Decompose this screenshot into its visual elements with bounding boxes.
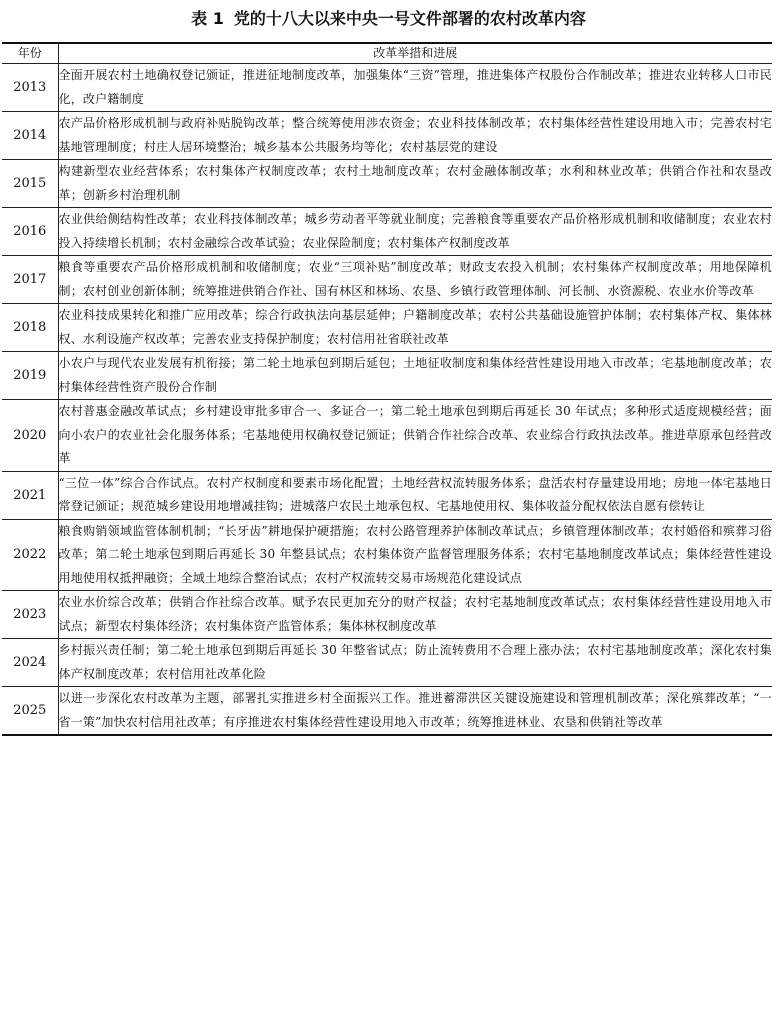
table-row xyxy=(2,591,772,639)
row-content: 农村普惠金融改革试点；乡村建设审批多审合一、多证合一；第二轮土地承包到期后再延长 30 年试点；多种形式适度规模经营；面向小农户的农业社会化服务体系；宅基地使用权确权登记颁证；供销合作社综合改革、农业综合行政执法改革。推进草原承包经营改革 xyxy=(58,404,772,465)
table-row xyxy=(2,687,772,736)
table-row xyxy=(2,64,772,112)
row-year: 2020 xyxy=(2,400,58,472)
row-year: 2015 xyxy=(2,160,58,208)
table-row xyxy=(2,519,772,591)
row-year: 2025 xyxy=(2,687,58,736)
row-content: 构建新型农业经营体系；农村集体产权制度改革；农村土地制度改革；农村金融体制改革；水利和林业改革；供销合作社和农垦改革；创新乡村治理机制 xyxy=(58,164,772,202)
row-year: 2022 xyxy=(2,519,58,591)
row-year: 2018 xyxy=(2,304,58,352)
row-year: 2013 xyxy=(2,64,58,112)
header-content: 改革举措和进展 xyxy=(373,46,458,60)
table-header-row xyxy=(2,43,772,64)
row-content: 农业科技成果转化和推广应用改革；综合行政执法向基层延伸；户籍制度改革；农村公共基础设施管护体制；农村集体产权、集体林权、水利设施产权改革；完善农业支持保护制度；农村信用社省联社改革 xyxy=(58,308,772,346)
table-row xyxy=(2,256,772,304)
reform-table xyxy=(2,42,772,736)
table-row xyxy=(2,352,772,400)
table-title-text: 党的十八大以来中央一号文件部署的农村改革内容 xyxy=(233,9,586,28)
row-content: 农产品价格形成机制与政府补贴脱钩改革；整合统筹使用涉农资金；农业科技体制改革；农村集体经营性建设用地入市；完善农村宅基地管理制度；村庄人居环境整治；城乡基本公共服务均等化；农村基层党的建设 xyxy=(58,116,772,154)
row-content: 小农户与现代农业发展有机衔接；第二轮土地承包到期后延包；土地征收制度和集体经营性建设用地入市改革；宅基地制度改革；农村集体经营性资产股份合作制 xyxy=(58,356,772,394)
table-row xyxy=(2,471,772,519)
table-row xyxy=(2,112,772,160)
table-row xyxy=(2,208,772,256)
header-year: 年份 xyxy=(2,43,58,64)
table-row xyxy=(2,400,772,472)
row-content: 全面开展农村土地确权登记颁证，推进征地制度改革，加强集体“三资”管理，推进集体产权股份合作制改革；推进农业转移人口市民化，改户籍制度 xyxy=(58,68,772,106)
row-year: 2021 xyxy=(2,471,58,519)
table-number: 表 1 xyxy=(191,9,224,28)
row-content: 粮食购销领域监管体制机制；“长牙齿”耕地保护硬措施；农村公路管理养护体制改革试点；乡镇管理体制改革；农村婚俗和殡葬习俗改革；第二轮土地承包到期后再延长 30 年整县试点；农村集体资产监督管理服务体系；农村宅基地制度改革试点；集体经营性建设用地使用权抵押融资；全域土地综合整治试点；农村产权流转交易市场规范化建设试点 xyxy=(58,523,772,585)
table-row xyxy=(2,639,772,687)
table-row xyxy=(2,304,772,352)
row-content: 粮食等重要农产品价格形成机制和收储制度；农业“三项补贴”制度改革；财政支农投入机制；农村集体产权制度改革；用地保障机制；农村创业创新体制；统筹推进供销合作社、国有林区和林场、农垦、乡镇行政管理体制、河长制、水资源税、农业水价等改革 xyxy=(58,260,772,298)
row-content: 农业水价综合改革；供销合作社综合改革。赋予农民更加充分的财产权益；农村宅基地制度改革试点；农村集体经营性建设用地入市试点；新型农村集体经济；农村集体资产监管体系；集体林权制度改革 xyxy=(58,595,772,633)
row-year: 2016 xyxy=(2,208,58,256)
row-year: 2024 xyxy=(2,639,58,687)
row-content: 以进一步深化农村改革为主题，部署扎实推进乡村全面振兴工作。推进蓄滞洪区关键设施建设和管理机制改革；深化殡葬改革；“一省一策”加快农村信用社改革；有序推进农村集体经营性建设用地入市改革；统筹推进林业、农垦和供销社等改革 xyxy=(58,691,772,729)
row-year: 2019 xyxy=(2,352,58,400)
table-title xyxy=(0,8,777,30)
row-year: 2014 xyxy=(2,112,58,160)
row-content: 乡村振兴责任制；第二轮土地承包到期后再延长 30 年整省试点；防止流转费用不合理上涨办法；农村宅基地制度改革；深化农村集体产权制度改革；农村信用社改革化险 xyxy=(58,643,772,681)
table-row xyxy=(2,160,772,208)
row-year: 2023 xyxy=(2,591,58,639)
row-content: 农业供给侧结构性改革；农业科技体制改革；城乡劳动者平等就业制度；完善粮食等重要农产品价格形成机制和收储制度；农业农村投入持续增长机制；农村金融综合改革试验；农业保险制度；农村集体产权制度改革 xyxy=(58,212,772,250)
row-content: “三位一体”综合合作试点。农村产权制度和要素市场化配置；土地经营权流转服务体系；盘活农村存量建设用地；房地一体宅基地日常登记颁证；规范城乡建设用地增减挂钩；进城落户农民土地承包权、宅基地使用权、集体收益分配权依法自愿有偿转让 xyxy=(58,475,772,513)
row-year: 2017 xyxy=(2,256,58,304)
